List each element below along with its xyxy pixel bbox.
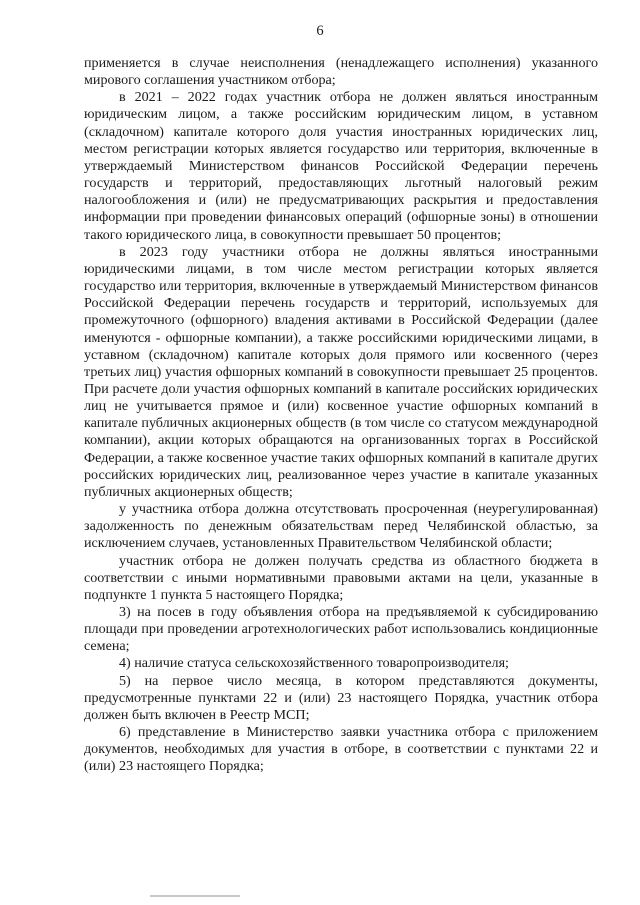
paragraph-2023-offshore: в 2023 году участники отбора не должны являться иностранными юридическими лицами, в том числе местом регистрации которых является государство или территория, включенные в утверждаемый Министерством финансов Российской Федерации перечень государств и территорий, используемых для промежуточного (офшорного) владения активами в Российской Федерации (далее именуются - офшорные компании), а также российскими юридическими лицами, в уставном (складочном) капитале которых доля прямого или косвенного (через третьих лиц) участия офшорных компаний в совокупности превышает 25 процентов. При расчете доли участия офшорных компаний в капитале российских юридических лиц не учитывается прямое и (или) косвенное участие офшорных компаний в капитале публичных акционерных обществ (в том числе со статусом международной компании), акции которых обращаются на организованных торгах в Российской Федерации, а также косвенное участие таких офшорных компаний в капитале других российских юридических лиц, реализованное через участие в капитале указанных публичных акционерных обществ;: [84, 243, 598, 500]
paragraph-mirovoe-soglashenie: применяется в случае неисполнения (ненадлежащего исполнения) указанного мирового соглашения участником отбора;: [84, 55, 598, 89]
paragraph-item-6-application: 6) представление в Министерство заявки участника отбора с приложением документов, необходимых для участия в отборе, в соответствии с пунктами 22 и (или) 23 настоящего Порядка;: [84, 724, 598, 775]
page-number: 6: [316, 23, 324, 39]
paragraph-budget-funds: участник отбора не должен получать средства из областного бюджета в соответствии с иными нормативными правовыми актами на цели, указанные в подпункте 1 пункта 5 настоящего Порядка;: [84, 552, 598, 603]
document-body: [84, 55, 598, 776]
paragraph-item-3-seeds: 3) на посев в году объявления отбора на предъявляемой к субсидированию площади при проведении агротехнологических работ использовались кондиционные семена;: [84, 604, 598, 655]
paragraph-item-4-status: 4) наличие статуса сельскохозяйственного товаропроизводителя;: [119, 655, 509, 672]
paragraph-debt-requirement: у участника отбора должна отсутствовать просроченная (неурегулированная) задолженность по денежным обязательствам перед Челябинской областью, за исключением случаев, установленных Правительством Челябинской области;: [84, 501, 598, 552]
paragraph-item-5-registry: 5) на первое число месяца, в котором представляются документы, предусмотренные пунктами 22 и (или) 23 настоящего Порядка, участник отбора должен быть включен в Реестр МСП;: [84, 672, 598, 723]
paragraph-2021-2022-offshore: в 2021 – 2022 годах участник отбора не должен являться иностранным юридическим лицом, а также российским юридическим лицом, в уставном (складочном) капитале которого доля участия иностранных юридических лиц, местом регистрации которых является государство или территория, включенные в утверждаемый Министерством финансов Российской Федерации перечень государств и территорий, предоставляющих льготный налоговый режим налогообложения и (или) не предусматривающих раскрытия и предоставления информации при проведении финансовых операций (офшорные зоны) в отношении такого юридического лица, в совокупности превышает 50 процентов;: [84, 89, 598, 243]
scan-artifact-line: [150, 895, 240, 897]
